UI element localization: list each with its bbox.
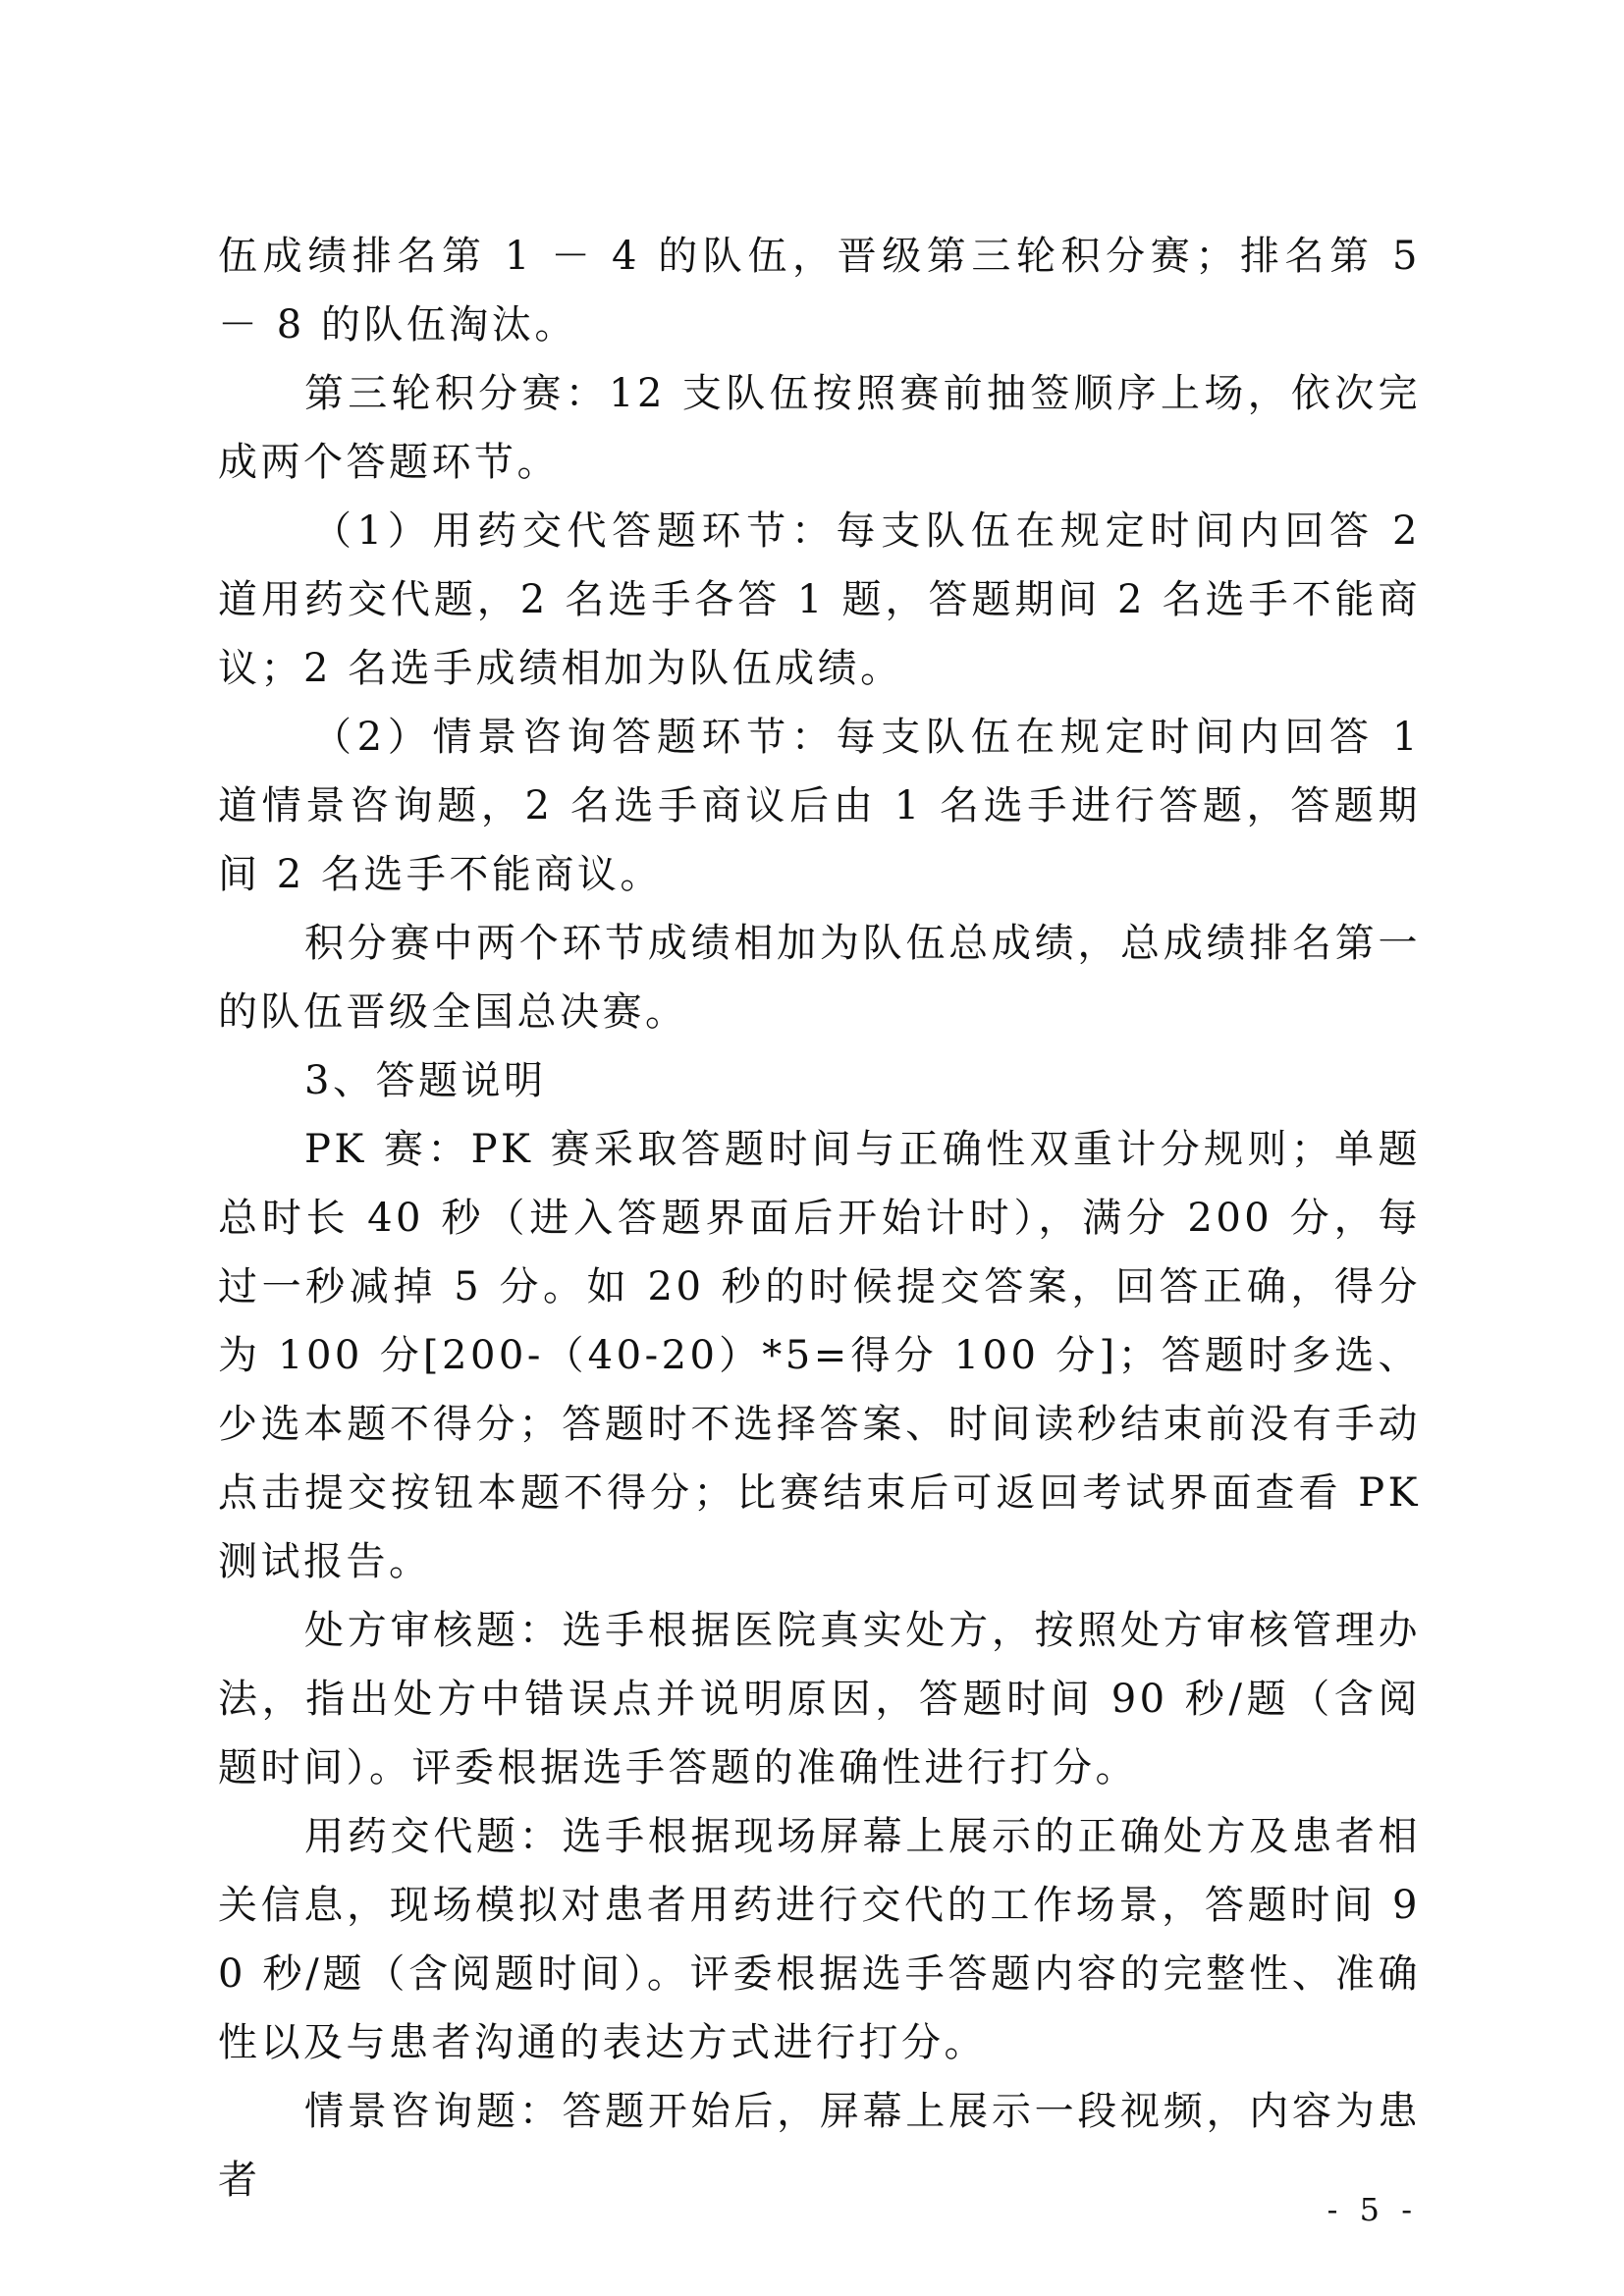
paragraph-total-score: 积分赛中两个环节成绩相加为队伍总成绩，总成绩排名第一的队伍晋级全国总决赛。 [218, 921, 1421, 1035]
paragraph-prescription-review: 处方审核题：选手根据医院真实处方，按照处方审核管理办法，指出处方中错误点并说明原因，答题时间 90 秒/题（含阅题时间）。评委根据选手答题的准确性进行打分。 [218, 1608, 1421, 1790]
section-heading-answer-instructions: 3、答题说明 [304, 1058, 547, 1103]
paragraph-medication-instruction-stage: （1）用药交代答题环节：每支队伍在规定时间内回答 2 道用药交代题，2 名选手各答 1 题，答题期间 2 名选手不能商议；2 名选手成绩相加为队伍成绩。 [218, 508, 1421, 691]
paragraph-continued-ranking: 伍成绩排名第 1 － 4 的队伍，晋级第三轮积分赛；排名第 5 － 8 的队伍淘汰。 [218, 234, 1421, 347]
document-body [218, 222, 1421, 2215]
paragraph-scenario-consultation: 情景咨询题：答题开始后，屏幕上展示一段视频，内容为患者 [218, 2089, 1421, 2203]
paragraph-third-round: 第三轮积分赛：12 支队伍按照赛前抽签顺序上场，依次完成两个答题环节。 [218, 371, 1421, 485]
page-number: - 5 - [1326, 2191, 1418, 2228]
paragraph-pk-round: PK 赛：PK 赛采取答题时间与正确性双重计分规则；单题总时长 40 秒（进入答题界面后开始计时），满分 200 分，每过一秒减掉 5 分。如 20 秒的时候提交答案，回答正确，得分为 100 分[200-（40-20）*5=得分 100 分]；答题时多选、少选本题不得分；答题时不选择答案、时间读秒结束前没有手动点击提交按钮本题不得分；比赛结束后可返回考试界面查看 PK 测试报告。 [218, 1127, 1421, 1584]
paragraph-medication-instruction: 用药交代题：选手根据现场屏幕上展示的正确处方及患者相关信息，现场模拟对患者用药进行交代的工作场景，答题时间 90 秒/题（含阅题时间）。评委根据选手答题内容的完整性、准确性以及与患者沟通的表达方式进行打分。 [218, 1814, 1421, 2065]
paragraph-scenario-consultation-stage: （2）情景咨询答题环节：每支队伍在规定时间内回答 1 道情景咨询题，2 名选手商议后由 1 名选手进行答题，答题期间 2 名选手不能商议。 [218, 715, 1421, 897]
